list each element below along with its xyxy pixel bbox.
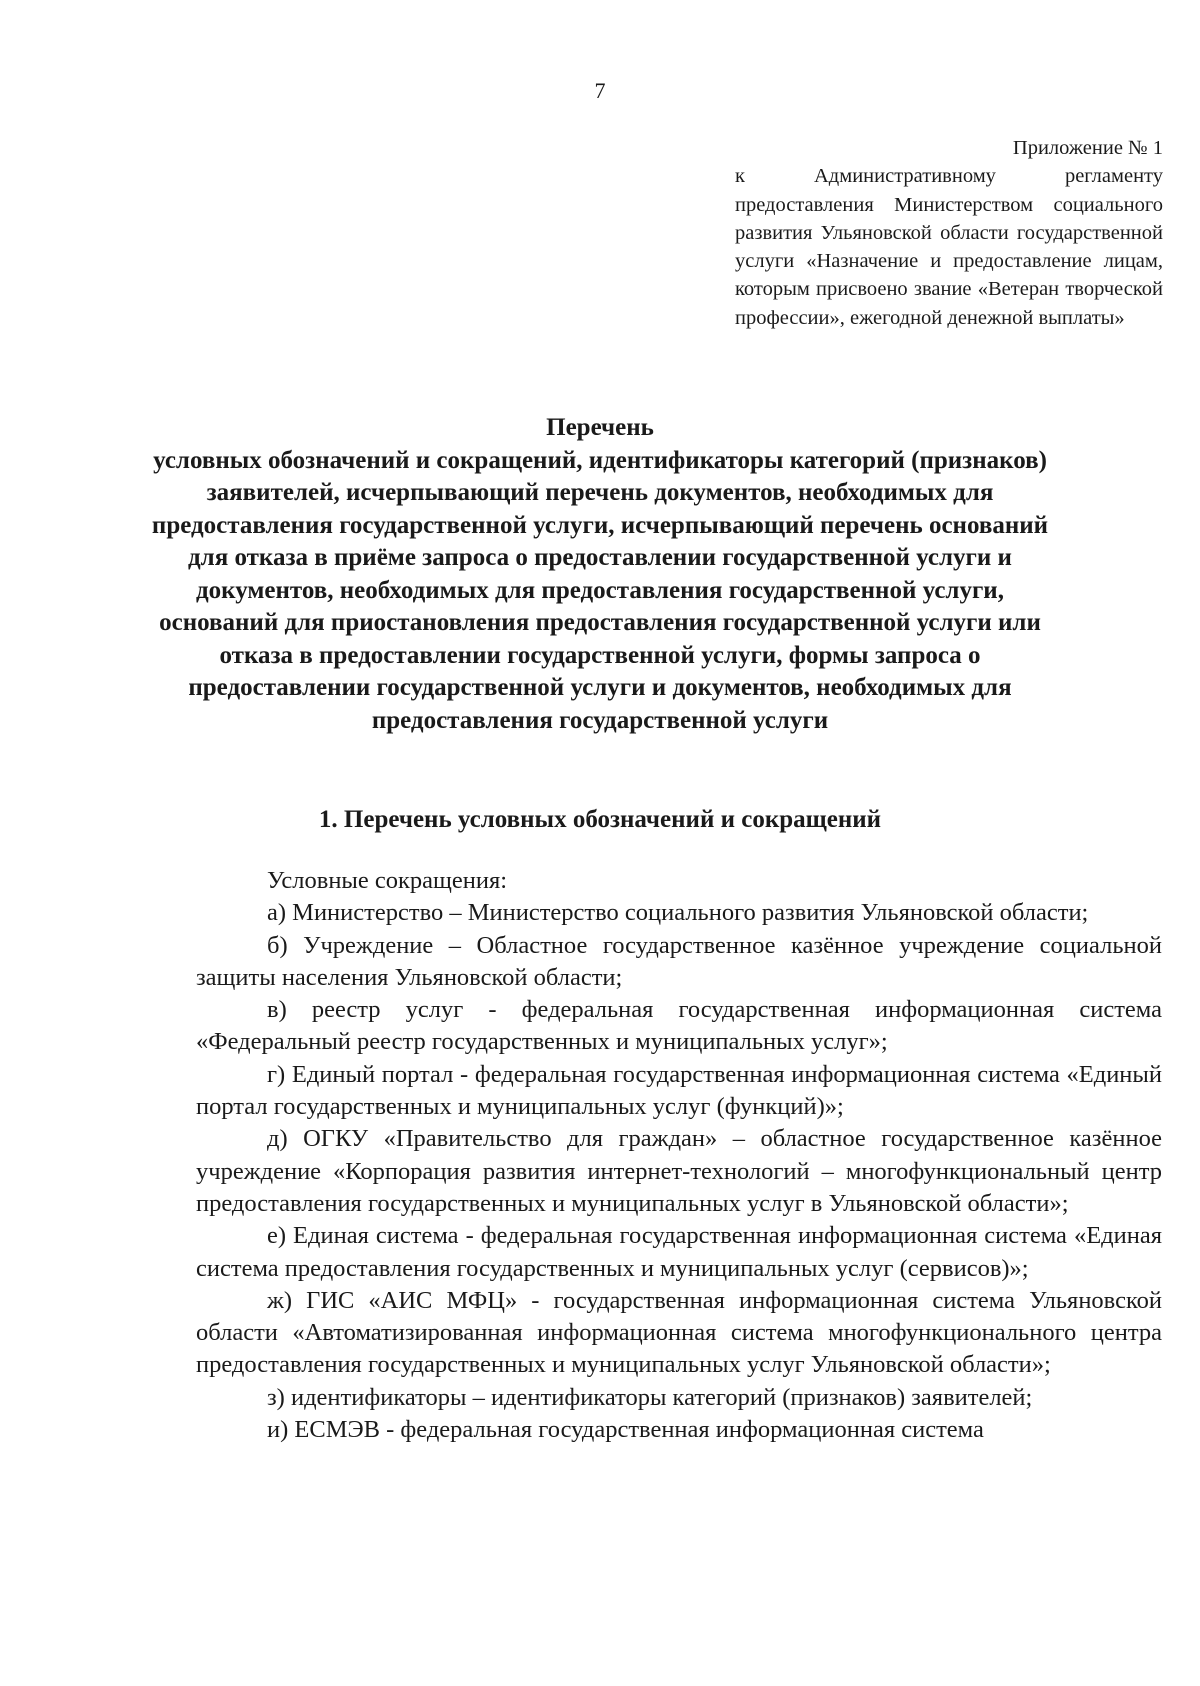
appendix-title: Приложение № 1: [1012, 137, 1163, 159]
list-item: и) ЕСМЭВ - федеральная государственная информационная система: [267, 1416, 984, 1444]
list-item: ж) ГИС «АИС МФЦ» - государственная информационная система Ульяновской области «Автоматизированная информационная система многофункционального центра предоставления государственных и муниципальных услуг Ульяновской области»;: [196, 1286, 1162, 1379]
section-intro: Условные сокращения:: [267, 867, 508, 894]
document-heading: [150, 412, 1050, 737]
appendix-block: [735, 134, 1163, 332]
list-item: а) Министерство – Министерство социального развития Ульяновской области;: [267, 899, 1089, 927]
document-subtitle: условных обозначений и сокращений, идентификаторы категорий (признаков) заявителей, исчерпывающий перечень документов, необходимых для предоставления государственной услуги, исчерпывающий перечень оснований для отказа в приёме запроса о предоставлении государственной услуги и документов, необходимых для предоставления государственной услуги, оснований для приостановления предоставления государственной услуги или отказа в предоставлении государственной услуги, формы запроса о предоставлении государственной услуги и документов, необходимых для предоставления государственной услуги: [151, 446, 1049, 734]
list-item: д) ОГКУ «Правительство для граждан» – областное государственное казённое учреждение «Корпорация развития интернет-технологий – многофункциональный центр предоставления государственных и муниципальных услуг в Ульяновской области»;: [196, 1125, 1162, 1217]
section-heading: 1. Перечень условных обозначений и сокращений: [318, 806, 882, 833]
list-item: е) Единая система - федеральная государственная информационная система «Единая система предоставления государственных и муниципальных услуг (сервисов)»;: [196, 1222, 1162, 1282]
page-number: 7: [594, 78, 606, 103]
appendix-text: к Административному регламенту предоставления Министерством социального развития Ульяновской области государственной услуги «Назначение и предоставление лицам, которым присвоено звание «Ветеран творческой профессии», ежегодной денежной выплаты»: [735, 165, 1163, 329]
document-title: Перечень: [546, 414, 654, 441]
list-item: з) идентификаторы – идентификаторы категорий (признаков) заявителей;: [267, 1383, 1033, 1411]
list-item: г) Единый портал - федеральная государственная информационная система «Единый портал государственных и муниципальных услуг (функций)»;: [196, 1060, 1162, 1121]
section-content: [196, 865, 1162, 1446]
list-item: б) Учреждение – Областное государственное казённое учреждение социальной защиты населения Ульяновской области;: [196, 931, 1162, 991]
list-item: в) реестр услуг - федеральная государственная информационная система «Федеральный реестр государственных и муниципальных услуг»;: [196, 996, 1162, 1056]
